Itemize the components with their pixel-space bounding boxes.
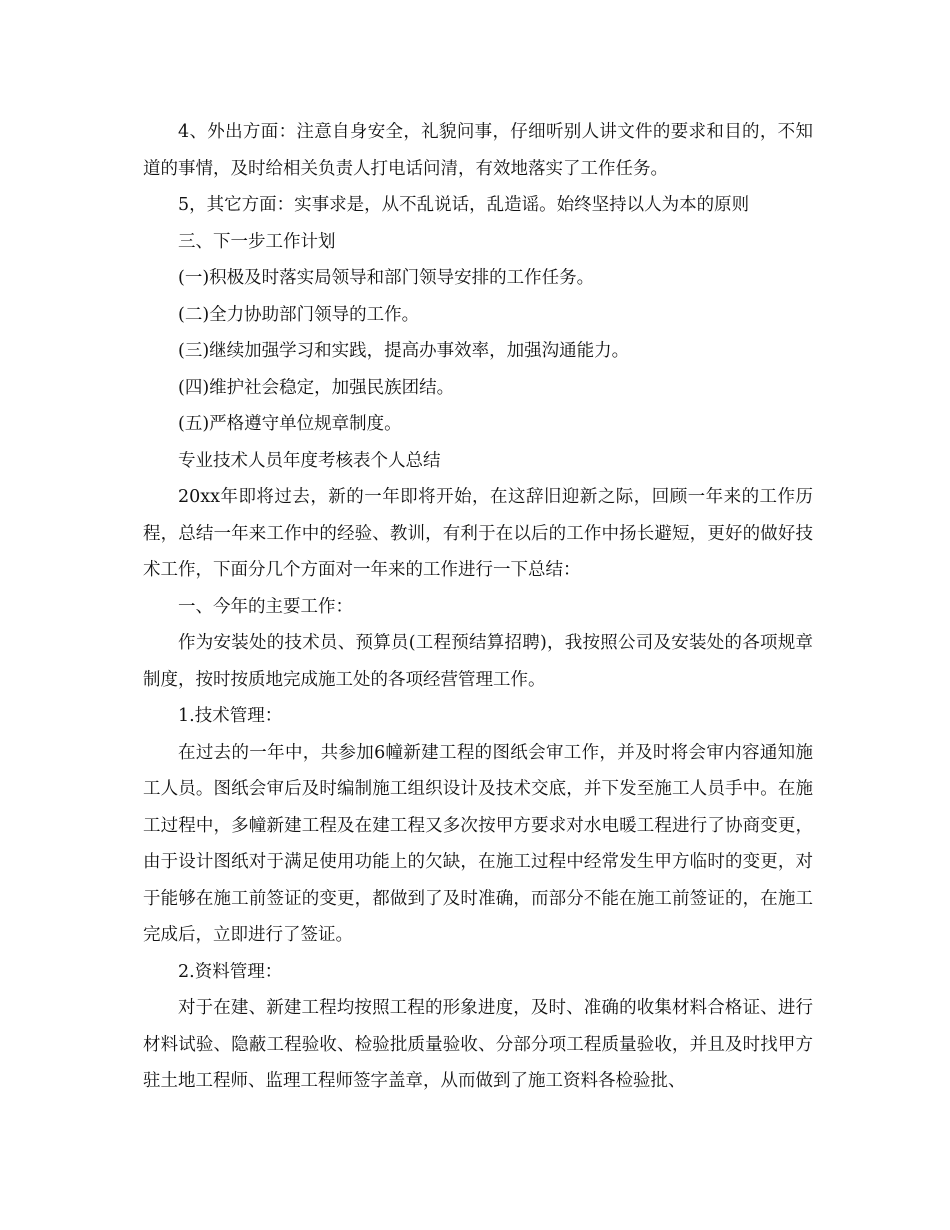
plan-item-1: (一)积极及时落实局领导和部门领导安排的工作任务。 [178,268,595,288]
paragraph-outing: 4、外出方面：注意自身安全，礼貌问事，仔细听别人讲文件的要求和目的，不知道的事情，及时给相关负责人打电话问清，有效地落实了工作任务。 [143,122,813,179]
plan-item-5: (五)严格遵守单位规章制度。 [178,414,402,434]
paragraph-data-management: 对于在建、新建工程均按照工程的形象进度，及时、准确的收集材料合格证、进行材料试验、隐蔽工程验收、检验批质量验收、分部分项工程质量验收，并且及时找甲方驻土地工程师、监理工程师签字盖章，从而做到了施工资料各检验批、 [143,998,813,1091]
plan-item-4: (四)维护社会稳定，加强民族团结。 [178,377,455,398]
heading-tech-management: 1.技术管理： [178,706,283,726]
heading-data-management: 2.资料管理： [178,961,283,982]
paragraph-role: 作为安装处的技术员、预算员(工程预结算招聘)，我按照公司及安装处的各项规章制度，按时按质地完成施工处的各项经营管理工作。 [143,633,813,690]
plan-item-3: (三)继续加强学习和实践，提高办事效率，加强沟通能力。 [178,341,630,361]
document-body [143,114,813,1100]
paragraph-other-aspects: 5，其它方面：实事求是，从不乱说话，乱造谣。始终坚持以人为本的原则 [178,195,750,215]
paragraph-intro: 20xx年即将过去，新的一年即将开始，在这辞旧迎新之际，回顾一年来的工作历程，总结一年来工作中的经验、教训，有利于在以后的工作中扬长避短，更好的做好技术工作，下面分几个方面对一年来的工作进行一下总结： [143,487,813,580]
paragraph-tech-management: 在过去的一年中，共参加6幢新建工程的图纸会审工作，并及时将会审内容通知施工人员。图纸会审后及时编制施工组织设计及技术交底，并下发至施工人员手中。在施工过程中，多幢新建工程及在建工程又多次按甲方要求对水电暖工程进行了协商变更，由于设计图纸对于满足使用功能上的欠缺，在施工过程中经常发生甲方临时的变更，对于能够在施工前签证的变更，都做到了及时准确，而部分不能在施工前签证的，在施工完成后，立即进行了签证。 [143,742,813,945]
heading-next-plan: 三、下一步工作计划 [178,231,336,252]
plan-item-2: (二)全力协助部门领导的工作。 [178,304,420,325]
heading-main-work: 一、今年的主要工作： [178,596,353,617]
section-title: 专业技术人员年度考核表个人总结 [178,450,441,471]
